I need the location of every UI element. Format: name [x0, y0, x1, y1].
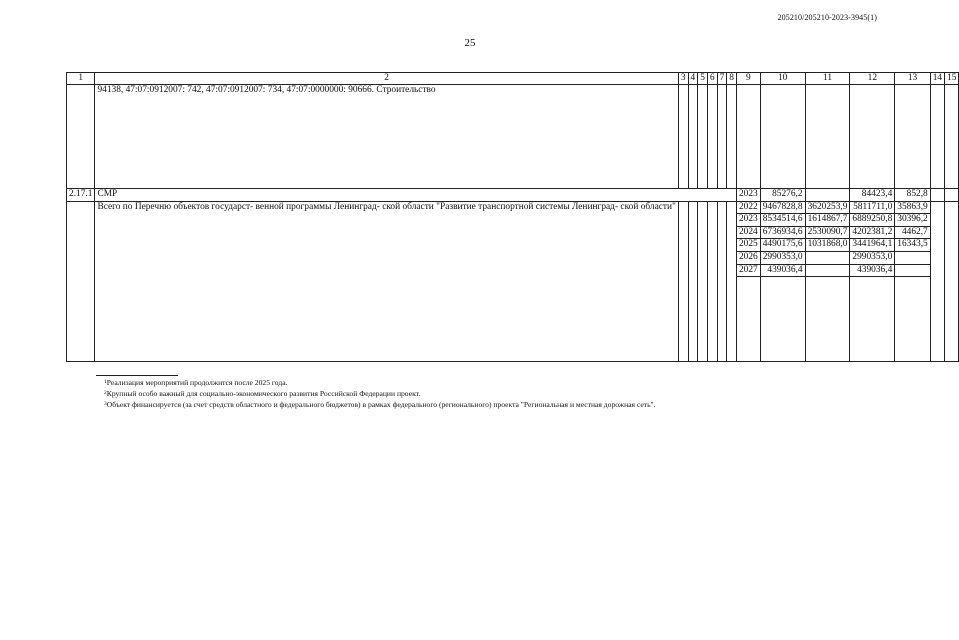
value-cell — [805, 264, 850, 277]
table-cell — [688, 201, 698, 362]
col-number: 4 — [688, 73, 698, 85]
value-cell: 2530090,7 — [805, 226, 850, 239]
table-cell — [678, 201, 688, 362]
document-id: 205210/205210-2023-3945(1) — [777, 13, 877, 22]
table-cell — [760, 277, 805, 362]
year-cell: 2027 — [736, 264, 760, 277]
value-cell: 16343,5 — [895, 239, 930, 252]
column-number-row — [67, 73, 959, 85]
col-number: 8 — [727, 73, 737, 85]
col-number: 9 — [736, 73, 760, 85]
col-number: 10 — [760, 73, 805, 85]
value-cell: 4462,7 — [895, 226, 930, 239]
table-cell — [760, 85, 805, 189]
table-cell — [805, 85, 850, 189]
col-number: 13 — [895, 73, 930, 85]
page-number: 25 — [464, 37, 476, 49]
value-cell: 439036,4 — [760, 264, 805, 277]
table-cell — [717, 201, 727, 362]
value-cell: 85276,2 — [760, 189, 805, 202]
object-description-cell: 94138, 47:07:0912007: 742, 47:07:0912007: 734, 47:07:0000000: 90666. Строительство — [95, 85, 678, 189]
table-cell — [895, 85, 930, 189]
table-cell — [736, 85, 760, 189]
footnote: $^3$Объект финансируется (за счет средств областного и федерального бюджетов) в рамках федерального (регионального) проекта "Региональная и местная дорожная сеть". — [104, 400, 656, 409]
value-cell: 1031868,0 — [805, 239, 850, 252]
value-cell: 1614867,7 — [805, 214, 850, 227]
footnote-divider — [96, 375, 178, 376]
col-number: 15 — [945, 73, 959, 85]
table-cell — [707, 85, 717, 189]
table-cell — [727, 201, 737, 362]
value-cell — [895, 264, 930, 277]
value-cell: 6889250,8 — [850, 214, 895, 227]
footnotes — [104, 377, 884, 410]
table-cell — [895, 277, 930, 362]
col-number: 6 — [707, 73, 717, 85]
value-cell: 6736934,6 — [760, 226, 805, 239]
value-cell: 4490175,6 — [760, 239, 805, 252]
col-number: 5 — [698, 73, 708, 85]
year-cell: 2022 — [736, 201, 760, 214]
table-row-continued — [67, 85, 959, 189]
table-cell — [945, 201, 959, 362]
value-cell: 9467828,8 — [760, 201, 805, 214]
table-cell — [945, 189, 959, 202]
table-cell — [930, 189, 944, 202]
value-cell: 3620253,9 — [805, 201, 850, 214]
value-cell: 852,8 — [895, 189, 930, 202]
item-name: СМР — [95, 189, 737, 202]
value-cell: 3441964,1 — [850, 239, 895, 252]
col-number: 1 — [67, 73, 95, 85]
table-cell — [736, 277, 760, 362]
table-cell — [707, 201, 717, 362]
value-cell: 5811711,0 — [850, 201, 895, 214]
footnote: $^2$Крупный особо важный для социально-экономического развития Российской Федерации проект. — [104, 389, 421, 398]
table-cell — [850, 277, 895, 362]
value-cell: 30396,2 — [895, 214, 930, 227]
value-cell — [805, 251, 850, 264]
footnote: $^1$Реализация мероприятий продолжится после 2025 года. — [104, 378, 288, 387]
table-row-smr — [67, 189, 959, 202]
table-cell — [67, 201, 95, 362]
table-cell — [850, 85, 895, 189]
table-cell — [727, 85, 737, 189]
year-cell: 2023 — [736, 189, 760, 202]
table-cell — [945, 85, 959, 189]
table-cell — [805, 277, 850, 362]
value-cell: 84423,4 — [850, 189, 895, 202]
value-cell: 2990353,0 — [850, 251, 895, 264]
col-number: 11 — [805, 73, 850, 85]
table-cell — [717, 85, 727, 189]
year-cell: 2024 — [736, 226, 760, 239]
table-cell — [688, 85, 698, 189]
value-cell: 2990353,0 — [760, 251, 805, 264]
table-cell — [930, 85, 944, 189]
table-row-total — [67, 201, 959, 214]
col-number: 14 — [930, 73, 944, 85]
value-cell: 439036,4 — [850, 264, 895, 277]
col-number: 2 — [95, 73, 678, 85]
col-number: 12 — [850, 73, 895, 85]
table-cell — [698, 85, 708, 189]
table-cell — [678, 85, 688, 189]
table-cell — [698, 201, 708, 362]
total-label-cell: Всего по Перечню объектов государст- венной программы Ленинград- ской области "Развитие транспортной системы Ленинград- ской области" — [95, 201, 678, 362]
col-number: 3 — [678, 73, 688, 85]
table-cell — [67, 85, 95, 189]
value-cell: 4202381,2 — [850, 226, 895, 239]
item-code: 2.17.1 — [67, 189, 95, 202]
year-cell: 2026 — [736, 251, 760, 264]
value-cell: 8534514,6 — [760, 214, 805, 227]
value-cell — [895, 251, 930, 264]
program-objects-table — [66, 72, 959, 362]
year-cell: 2025 — [736, 239, 760, 252]
value-cell — [805, 189, 850, 202]
value-cell: 35863,9 — [895, 201, 930, 214]
table-cell — [930, 201, 944, 362]
col-number: 7 — [717, 73, 727, 85]
year-cell: 2023 — [736, 214, 760, 227]
